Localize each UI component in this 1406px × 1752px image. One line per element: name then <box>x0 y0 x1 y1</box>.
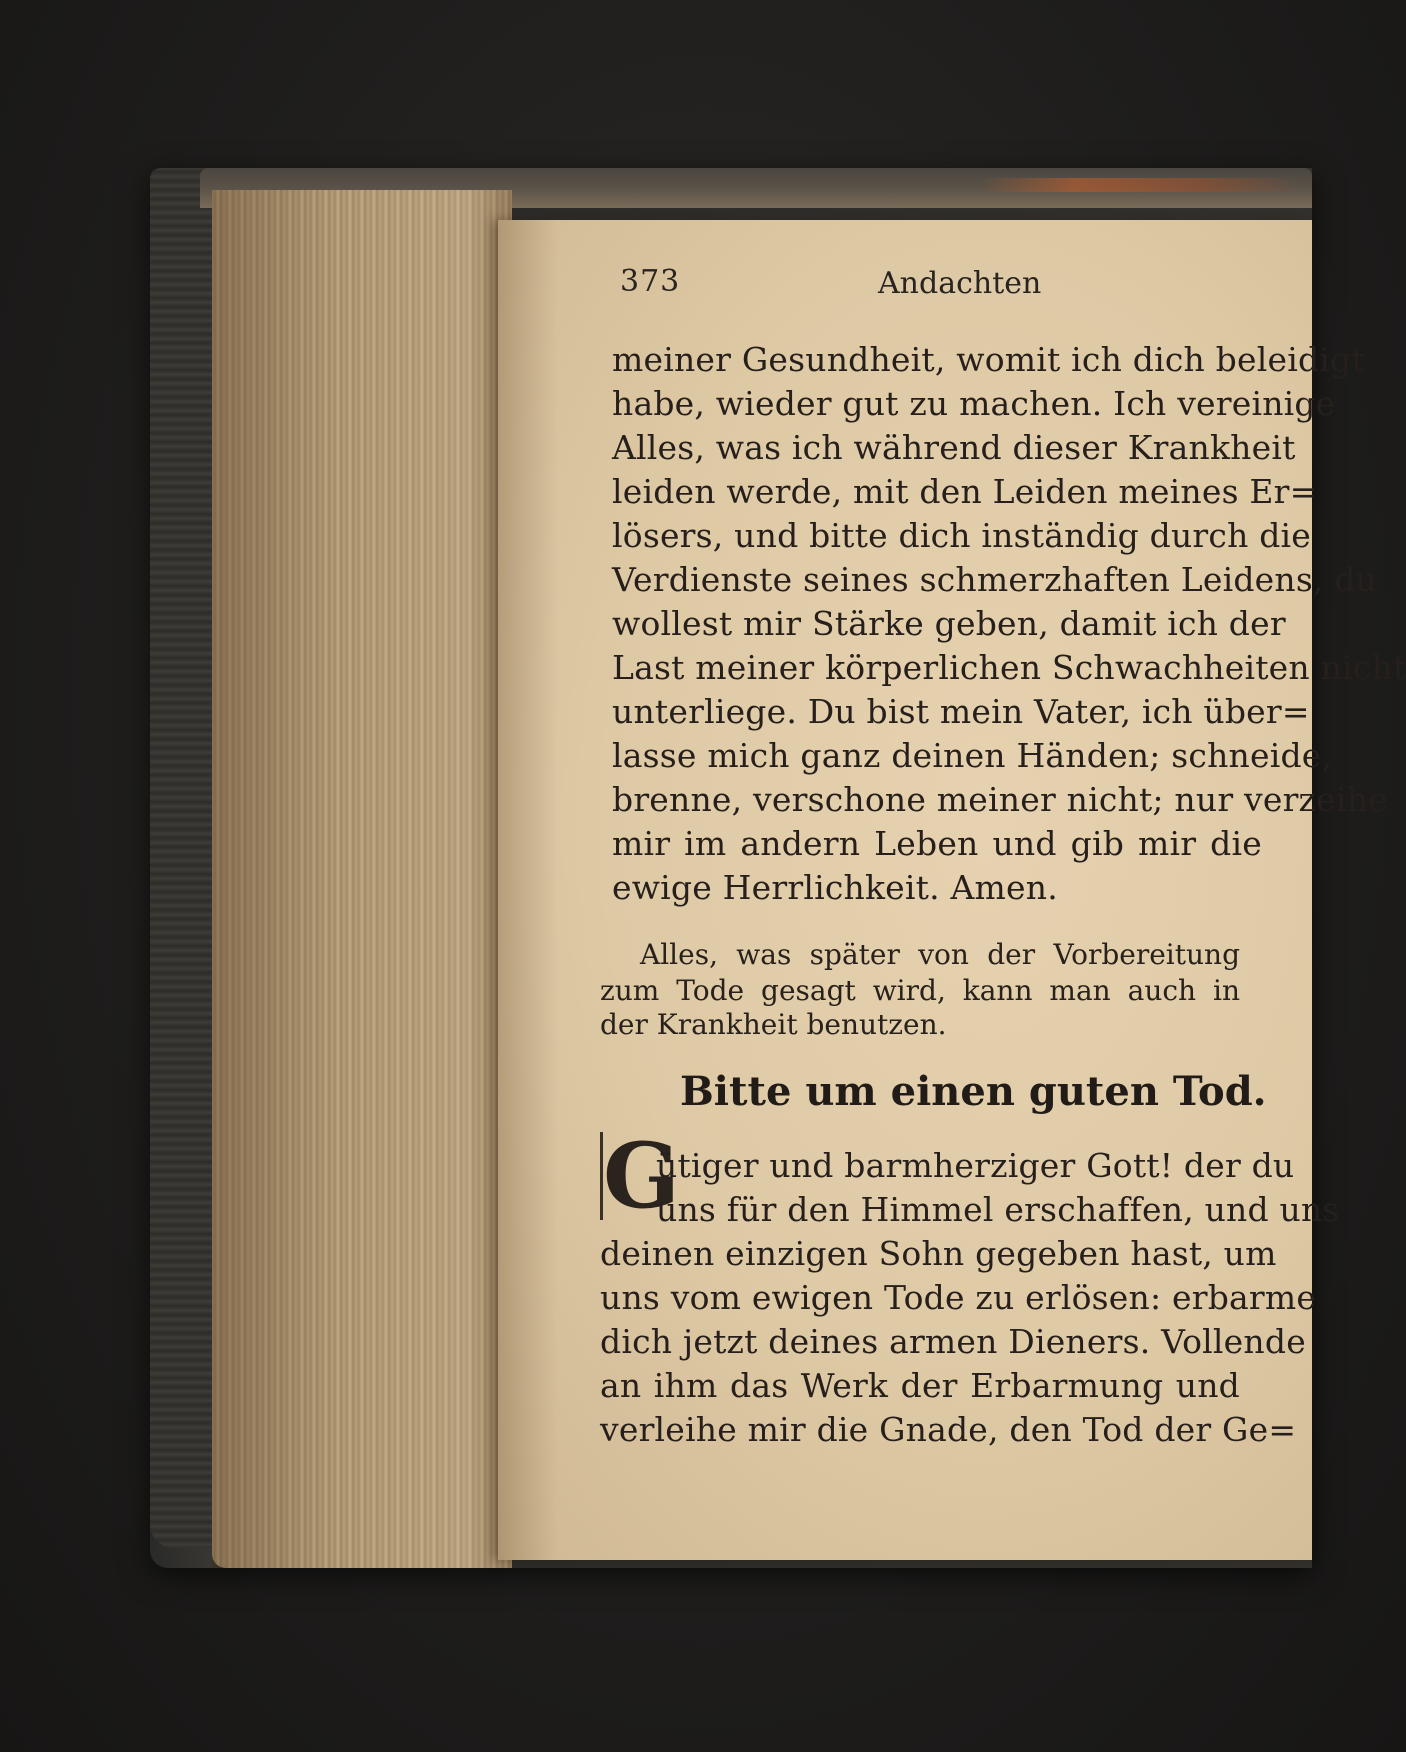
paragraph-line: mir im andern Leben und gib mir die <box>612 824 1262 863</box>
paragraph-line: unterliege. Du bist mein Vater, ich über= <box>612 692 1310 731</box>
paragraph-line: ewige Herrlichkeit. Amen. <box>612 868 1058 907</box>
paragraph-line: lasse mich ganz deinen Händen; schneide, <box>612 736 1333 775</box>
paragraph-line: lösers, und bitte dich inständig durch die <box>612 516 1312 555</box>
paragraph-line: ütiger und barmherziger Gott! der du <box>656 1146 1295 1185</box>
paragraph-line: Alles, was ich während dieser Krankheit <box>612 428 1296 467</box>
paragraph-line: wollest mir Stärke geben, damit ich der <box>612 604 1286 643</box>
paragraph-line: meiner Gesundheit, womit ich dich beleidigt <box>612 340 1365 379</box>
section-title: Bitte um einen guten Tod. <box>680 1068 1267 1115</box>
paragraph-line: uns vom ewigen Tode zu erlösen: erbarme <box>600 1278 1317 1317</box>
note-line: der Krankheit benutzen. <box>600 1008 947 1041</box>
drop-cap-initial: G <box>600 1132 651 1220</box>
page-number: 373 <box>620 264 681 299</box>
paragraph-line: brenne, verschone meiner nicht; nur verzeihe <box>612 780 1388 819</box>
paragraph-line: Verdienste seines schmerzhaften Leidens, du <box>612 560 1378 599</box>
note-line: zum Tode gesagt wird, kann man auch in <box>600 974 1240 1007</box>
paragraph-line: uns für den Himmel erschaffen, und uns <box>656 1190 1340 1229</box>
paragraph-line: dich jetzt deines armen Dieners. Vollende <box>600 1322 1306 1361</box>
note-line: Alles, was später von der Vorbereitung <box>640 938 1240 971</box>
paragraph-line: an ihm das Werk der Erbarmung und <box>600 1366 1240 1405</box>
paragraph-line: deinen einzigen Sohn gegeben hast, um <box>600 1234 1277 1273</box>
paragraph-line: verleihe mir die Gnade, den Tod der Ge= <box>600 1410 1297 1449</box>
running-head: Andachten <box>878 266 1042 301</box>
paragraph-line: Last meiner körperlichen Schwachheiten nicht <box>612 648 1406 687</box>
page-header <box>620 264 1260 308</box>
paragraph-line: leiden werde, mit den Leiden meines Er= <box>612 472 1318 511</box>
paragraph-line: habe, wieder gut zu machen. Ich vereinige <box>612 384 1336 423</box>
